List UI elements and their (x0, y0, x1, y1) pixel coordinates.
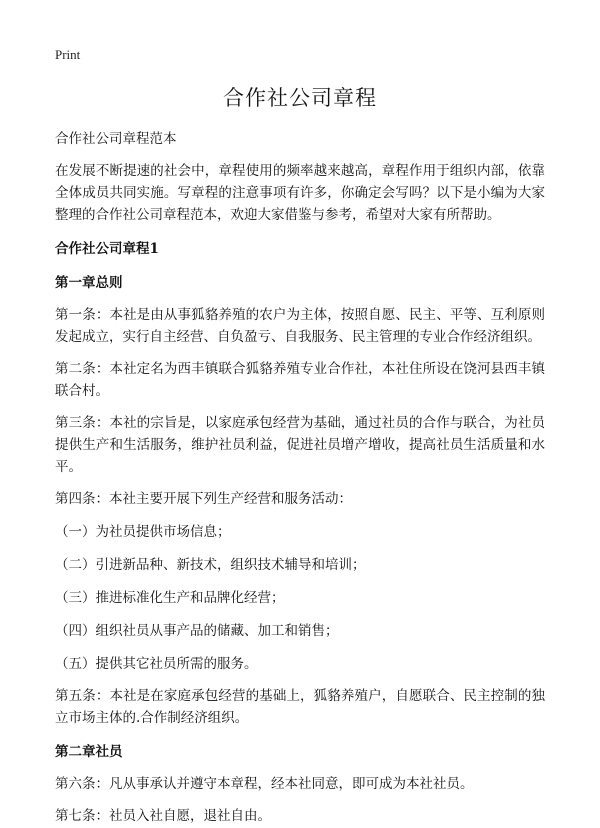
intro-paragraph: 在发展不断提速的社会中，章程使用的频率越来越高，章程作用于组织内部，依靠全体成员共同实施。写章程的注意事项有许多，你确定会写吗？以下是小编为大家整理的合作社公司章程范本，欢迎大家借鉴与参考，希望对大家有所帮助。 (55, 163, 545, 223)
article-5: 第五条：本社是在家庭承包经营的基础上，狐貉养殖户，自愿联合、民主控制的独立市场主体的.合作制经济组织。 (55, 688, 545, 726)
print-link[interactable]: Print (55, 47, 81, 62)
document-subtitle: 合作社公司章程范本 (55, 131, 177, 147)
document-title: 合作社公司章程 (223, 86, 377, 110)
chapter-1-heading: 第一章总则 (55, 275, 123, 291)
article-6: 第六条：凡从事承认并遵守本章程，经本社同意，即可成为本社社员。 (55, 776, 474, 792)
list-item: （一）为社员提供市场信息； (55, 524, 231, 540)
list-item: （四）组织社员从事产品的储藏、加工和销售； (55, 623, 339, 639)
list-item: （五）提供其它社员所需的服务。 (55, 656, 258, 672)
section-title: 合作社公司章程1 (55, 241, 159, 257)
article-2: 第二条：本社定名为西丰镇联合狐貉养殖专业合作社，本社住所设在饶河县西丰镇联合村。 (55, 361, 545, 399)
list-item: （三）推进标准化生产和品牌化经营； (55, 590, 285, 606)
article-1: 第一条：本社是由从事狐貉养殖的农户为主体，按照自愿、民主、平等、互利原则发起成立，实行自主经营、自负盈亏、自我服务、民主管理的专业合作经济组织。 (55, 307, 545, 345)
article-3: 第三条：本社的宗旨是，以家庭承包经营为基础，通过社员的合作与联合，为社员提供生产和生活服务，维护社员利益，促进社员增产增收，提高社员生活质量和水平。 (55, 415, 545, 475)
list-item: （二）引进新品种、新技术，组织技术辅导和培训； (55, 557, 366, 573)
article-4: 第四条：本社主要开展下列生产经营和服务活动： (55, 491, 352, 507)
article-7: 第七条：社员入社自愿，退社自由。 (55, 808, 271, 824)
chapter-2-heading: 第二章社员 (55, 744, 123, 760)
